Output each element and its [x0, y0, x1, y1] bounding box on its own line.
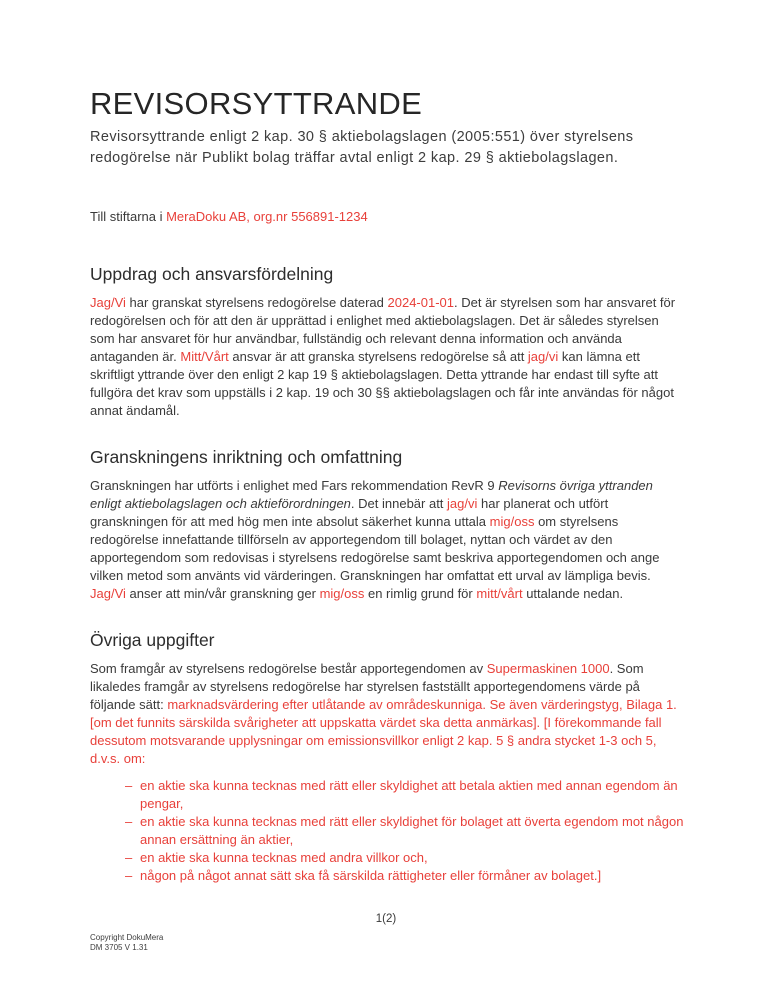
paragraph: Granskningen har utförts i enlighet med Fars rekommendation RevR 9 Revisorns övriga yttranden enligt aktiebolagslagen och aktieförordningen. Det innebär att jag/vi har planerat och utfört granskningen för att med hög men inte absolut säkerhet kunna uttala mig/oss om styrelsens redogörelse innefattande tillförseln av apportegendom till bolaget, nyttan och värdet av den apportegendom som redovisas i styrelsens redogörelse samt beskriva apportegendomen och ange vilken metod som använts vid värderingen. Granskningen har omfattat ett urval av lämpliga bevis. Jag/Vi anser att min/vår granskning ger mig/oss en rimlig grund för mitt/vårt uttalande nedan. [90, 478, 660, 601]
page-subtitle: Revisorsyttrande enligt 2 kap. 30 § aktiebolagslagen (2005:551) över styrelsens redogörelse när Publikt bolag träffar avtal enligt 2 kap. 29 § aktiebolagslagen. [90, 129, 634, 166]
section-uppdrag [90, 263, 684, 420]
page-title: REVISORSYTTRANDE [90, 86, 423, 121]
list-item-text: en aktie ska kunna tecknas med rätt eller skyldighet att betala aktien med annan egendom än pengar, [140, 778, 678, 811]
list-item-text: någon på något annat sätt ska få särskilda rättigheter eller förmåner av bolaget.] [140, 868, 602, 883]
dash-bullet: – [125, 814, 133, 829]
list-item [125, 777, 684, 813]
dash-bullet: – [125, 778, 133, 793]
dash-bullet: – [125, 850, 133, 865]
document-content [90, 86, 684, 885]
dash-bullet: – [125, 868, 133, 883]
section-heading: Granskningens inriktning och omfattning [90, 447, 403, 467]
section-heading: Övriga uppgifter [90, 630, 215, 650]
paragraph: Jag/Vi har granskat styrelsens redogörelse daterad 2024-01-01. Det är styrelsen som har ansvaret för redogörelsen och för att den är upprättad i enlighet med aktiebolagslagen. Det är således styrelsen som har ansvaret för hur användbar, fullständig och relevant denna information och använda antaganden är. Mitt/Vårt ansvar är att granska styrelsens redogörelse så att jag/vi kan lämna ett skriftligt yttrande över den enligt 2 kap 19 § aktiebolagslagen. Detta yttrande har endast till syfte att fullgöra det krav som uppställs i 2 kap. 19 och 30 §§ aktiebolagslagen och får inte användas för något annat ändamål. [90, 295, 676, 418]
recipient-line: Till stiftarna i MeraDoku AB, org.nr 556891-1234 [90, 209, 368, 224]
copyright-block [90, 933, 163, 953]
copyright-line: Copyright DokuMera [90, 933, 164, 942]
page-number: 1(2) [375, 913, 397, 925]
conditions-list [125, 777, 684, 885]
list-item-text: en aktie ska kunna tecknas med andra villkor och, [140, 850, 428, 865]
paragraph: Som framgår av styrelsens redogörelse består apportegendomen av Supermaskinen 1000. Som likaledes framgår av styrelsens redogörelse har styrelsen fastställt apportegendomens värde på följande sätt: marknadsvärdering efter utlåtande av områdeskunniga. Se även värderingstyg, Bilaga 1. [om det funnits särskilda svårigheter att uppskatta värdet ska detta anmärkas]. [I förekommande fall dessutom motsvarande upplysningar om emissionsvillkor enligt 2 kap. 5 § andra stycket 1-3 och 5, d.v.s. om: [90, 661, 677, 766]
list-item [125, 813, 684, 849]
section-heading: Uppdrag och ansvarsfördelning [90, 264, 334, 284]
list-item [125, 867, 684, 885]
section-ovriga-uppgifter [90, 629, 684, 768]
list-item [125, 849, 684, 867]
version-line: DM 3705 V 1.31 [90, 943, 148, 952]
list-item-text: en aktie ska kunna tecknas med rätt eller skyldighet för bolaget att överta egendom mot någon annan ersättning än aktier, [140, 814, 684, 847]
section-granskning [90, 446, 684, 603]
